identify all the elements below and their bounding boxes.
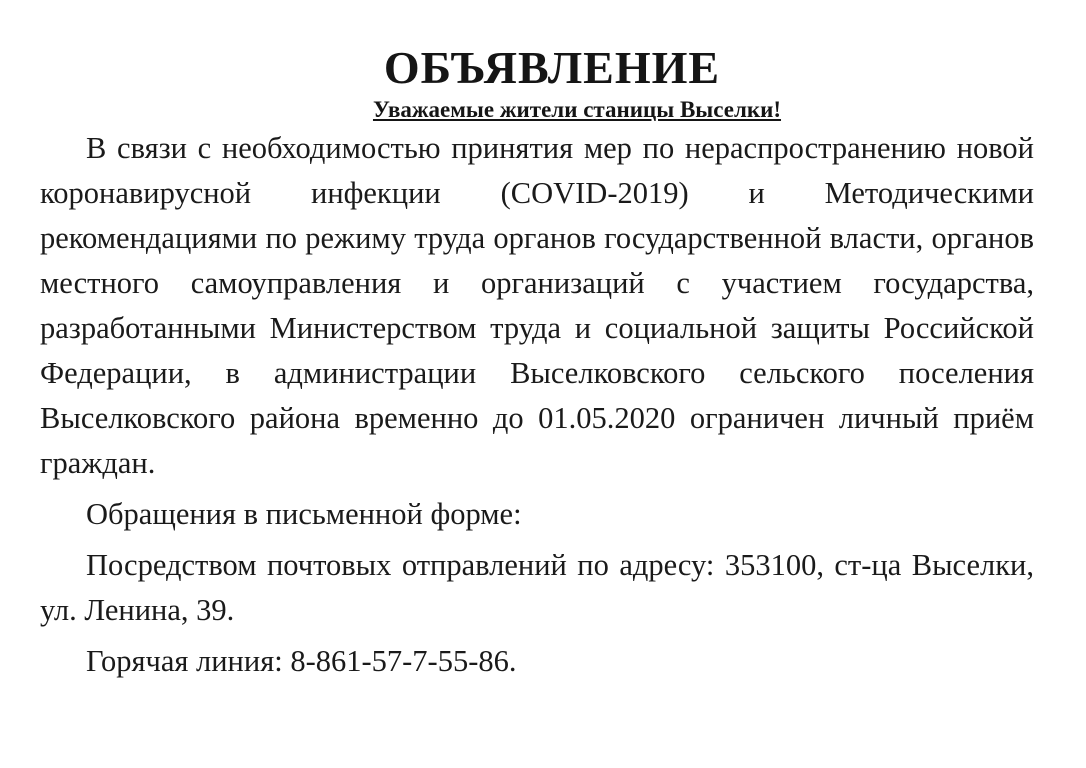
greeting: Уважаемые жители станицы Выселки!	[372, 97, 782, 122]
announcement-title: ОБЪЯВЛЕНИЕ	[383, 42, 721, 93]
main-paragraph: В связи с необходимостью принятия мер по нераспространению новой коронавирусной инфекции (COVID-2019) и Методическими рекомендациями по режиму труда органов государственной власти, органов местного самоуправления и организаций с участием государства, разработанными Министерством труда и социальной защиты Российской Федерации, в администрации Выселковского сельского поселения Выселковского района временно до 01.05.2020 ограничен личный приём граждан.	[40, 131, 1034, 480]
postal-address-paragraph: Посредством почтовых отправлений по адресу: 353100, ст-ца Выселки, ул. Ленина, 39.	[40, 548, 1034, 627]
hotline-line: Горячая линия: 8-861-57-7-55-86.	[86, 644, 517, 678]
written-appeals-line: Обращения в письменной форме:	[86, 497, 522, 531]
announcement-page	[40, 40, 1034, 684]
